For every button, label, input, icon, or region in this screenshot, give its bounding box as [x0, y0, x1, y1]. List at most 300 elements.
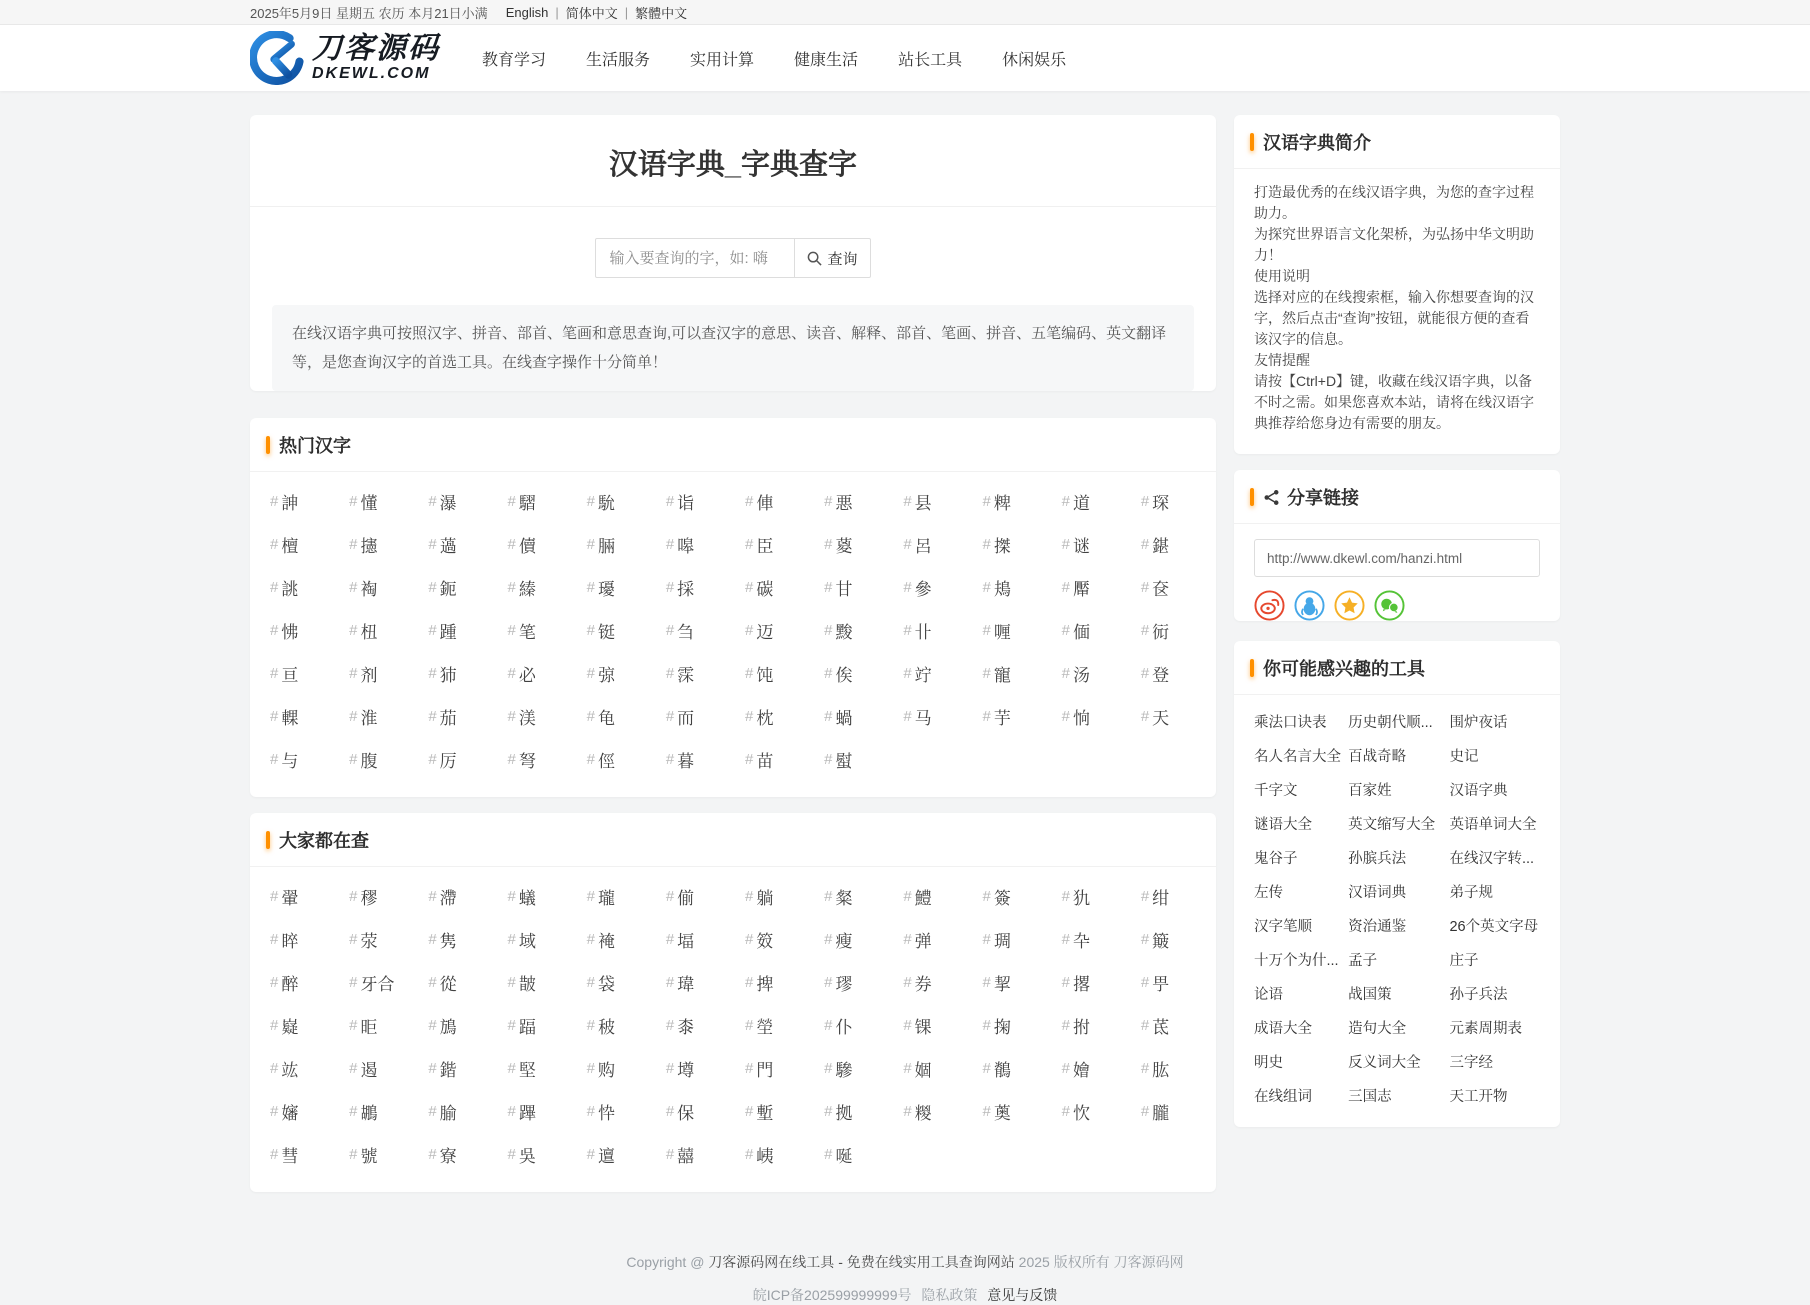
nav-item[interactable]: 健康生活	[794, 51, 859, 69]
hanzi-link[interactable]	[891, 652, 970, 695]
hanzi-char: 悪	[835, 494, 853, 513]
hanzi-char: 睟	[281, 932, 299, 951]
hanzi-link[interactable]	[495, 875, 574, 918]
hash-prefix: #	[1061, 493, 1070, 510]
tool-link[interactable]: 鬼谷子	[1254, 850, 1298, 867]
tool-link[interactable]: 百战奇略	[1348, 748, 1407, 765]
hanzi-link[interactable]	[495, 652, 574, 695]
hanzi-link[interactable]	[416, 1133, 495, 1176]
search-button[interactable]	[794, 238, 870, 278]
tool-link[interactable]: 谜语大全	[1254, 816, 1312, 833]
hanzi-link[interactable]	[495, 566, 574, 609]
hanzi-char: 鶺	[993, 1061, 1011, 1080]
tool-link[interactable]: 战国策	[1348, 986, 1392, 1003]
hash-prefix: #	[903, 888, 912, 905]
hash-prefix: #	[270, 1060, 279, 1077]
share-url-input[interactable]	[1254, 539, 1540, 577]
tool-link[interactable]: 三字经	[1449, 1054, 1493, 1071]
search-icon	[807, 251, 822, 266]
hanzi-link[interactable]	[812, 652, 891, 695]
tool-link[interactable]: 孙膑兵法	[1348, 850, 1407, 867]
hanzi-link[interactable]	[495, 1047, 574, 1090]
hanzi-link[interactable]	[495, 738, 574, 781]
hanzi-char: 螱	[835, 752, 853, 771]
hanzi-link[interactable]	[654, 480, 733, 523]
hanzi-char: 拠	[835, 1104, 853, 1123]
hanzi-link[interactable]	[733, 918, 812, 961]
hash-prefix: #	[665, 751, 675, 768]
tool-link[interactable]: 天工开物	[1449, 1088, 1508, 1105]
hanzi-char: 荥	[360, 932, 378, 951]
hanzi-link[interactable]	[733, 652, 812, 695]
hanzi-link[interactable]	[654, 1047, 733, 1090]
hanzi-link[interactable]	[337, 1133, 416, 1176]
tool-link[interactable]: 围炉夜话	[1449, 714, 1508, 731]
tool-link[interactable]: 元素周期表	[1449, 1020, 1522, 1037]
nav-item[interactable]: 实用计算	[690, 51, 755, 69]
hanzi-link[interactable]	[416, 652, 495, 695]
tool-link[interactable]: 弟子规	[1449, 884, 1493, 901]
hanzi-char: 檀	[281, 537, 299, 556]
hanzi-link[interactable]	[1050, 652, 1129, 695]
hanzi-link[interactable]	[258, 566, 337, 609]
language-link[interactable]: 繁體中文	[635, 5, 688, 21]
hanzi-link[interactable]	[575, 1133, 654, 1176]
weibo-share-icon[interactable]	[1254, 590, 1285, 621]
hash-prefix: #	[507, 536, 516, 553]
hanzi-link[interactable]	[654, 875, 733, 918]
hanzi-link[interactable]	[575, 1090, 654, 1133]
hanzi-link[interactable]	[575, 738, 654, 781]
hash-prefix: #	[982, 665, 991, 682]
hanzi-link[interactable]	[495, 609, 574, 652]
hanzi-link[interactable]	[337, 566, 416, 609]
top-bar	[0, 0, 1810, 25]
hanzi-link[interactable]	[258, 1004, 337, 1047]
hash-prefix: #	[428, 1017, 437, 1034]
hanzi-link[interactable]	[891, 918, 970, 961]
hanzi-char: 枕	[756, 709, 774, 728]
hanzi-link[interactable]	[654, 566, 733, 609]
hanzi-link[interactable]	[891, 1090, 970, 1133]
hash-prefix: #	[349, 888, 358, 905]
hash-prefix: #	[507, 1060, 516, 1077]
hanzi-link[interactable]	[337, 523, 416, 566]
hanzi-link[interactable]	[575, 609, 654, 652]
tool-link[interactable]: 三国志	[1348, 1088, 1392, 1105]
hanzi-char: 仆	[835, 1018, 853, 1037]
tool-link[interactable]: 千字文	[1254, 782, 1298, 799]
hanzi-link[interactable]	[1129, 961, 1208, 1004]
hanzi-char: 裪	[360, 580, 378, 599]
hanzi-link[interactable]	[1129, 652, 1208, 695]
hanzi-link[interactable]	[416, 1004, 495, 1047]
hanzi-char: 脼	[598, 537, 615, 556]
tool-link[interactable]: 左传	[1254, 884, 1283, 901]
hanzi-link[interactable]	[733, 609, 812, 652]
hanzi-link[interactable]	[654, 1090, 733, 1133]
hanzi-link[interactable]	[1050, 1090, 1129, 1133]
hanzi-link[interactable]	[575, 1004, 654, 1047]
hanzi-link[interactable]	[654, 523, 733, 566]
hanzi-link[interactable]	[1129, 875, 1208, 918]
hanzi-char: 璆	[835, 975, 853, 994]
hash-prefix: #	[824, 579, 833, 596]
nav-item[interactable]: 教育学习	[482, 51, 547, 69]
hanzi-link[interactable]	[575, 652, 654, 695]
hanzi-link[interactable]	[812, 738, 891, 781]
hanzi-char: 驂	[835, 1061, 853, 1080]
hanzi-link[interactable]	[337, 480, 416, 523]
hash-prefix: #	[1061, 888, 1070, 905]
hanzi-char: 渼	[518, 709, 536, 728]
hanzi-link[interactable]	[575, 918, 654, 961]
hanzi-link[interactable]	[1050, 566, 1129, 609]
hanzi-char: 翬	[281, 889, 299, 908]
hanzi-char: 登	[1152, 666, 1170, 685]
logo-title: 刀客源码	[312, 31, 440, 65]
hanzi-link[interactable]	[258, 738, 337, 781]
hanzi-link[interactable]	[733, 1004, 812, 1047]
hanzi-char: 懂	[360, 494, 378, 513]
tool-link[interactable]: 英文缩写大全	[1348, 816, 1436, 833]
hanzi-link[interactable]	[1050, 961, 1129, 1004]
hanzi-link[interactable]	[1050, 918, 1129, 961]
hanzi-link[interactable]	[733, 480, 812, 523]
hanzi-link[interactable]	[337, 918, 416, 961]
hash-prefix: #	[1061, 536, 1070, 553]
tool-link[interactable]: 名人名言大全	[1254, 748, 1341, 765]
hanzi-char: 隽	[439, 932, 457, 951]
hanzi-link[interactable]	[258, 1133, 337, 1176]
tool-link[interactable]: 庄子	[1449, 952, 1479, 969]
hanzi-link[interactable]	[733, 875, 812, 918]
tool-link[interactable]: 论语	[1254, 986, 1283, 1003]
hanzi-link[interactable]	[654, 918, 733, 961]
hanzi-link[interactable]	[812, 609, 891, 652]
hanzi-link[interactable]	[1050, 480, 1129, 523]
hanzi-link[interactable]	[575, 523, 654, 566]
hanzi-link[interactable]	[812, 1047, 891, 1090]
hash-prefix: #	[507, 888, 516, 905]
hash-prefix: #	[270, 888, 279, 905]
hanzi-link[interactable]	[812, 918, 891, 961]
hash-prefix: #	[744, 1017, 754, 1034]
hanzi-link[interactable]	[654, 609, 733, 652]
hanzi-char: 峓	[756, 1147, 774, 1166]
hanzi-link[interactable]	[416, 695, 495, 738]
hanzi-link[interactable]	[812, 1133, 891, 1176]
main-column	[250, 115, 1216, 1208]
hanzi-link[interactable]	[1129, 566, 1208, 609]
hanzi-link[interactable]	[654, 738, 733, 781]
hanzi-link[interactable]	[416, 875, 495, 918]
hanzi-link[interactable]	[575, 695, 654, 738]
hanzi-link[interactable]	[891, 480, 970, 523]
tool-link[interactable]: 在线组词	[1254, 1088, 1312, 1105]
hanzi-link[interactable]	[1050, 1047, 1129, 1090]
tool-link[interactable]: 孙子兵法	[1449, 986, 1508, 1003]
hash-prefix: #	[1140, 708, 1150, 725]
hanzi-link[interactable]	[1129, 695, 1208, 738]
hanzi-char: 鴋	[439, 1018, 457, 1037]
hanzi-link[interactable]	[258, 652, 337, 695]
hash-prefix: #	[665, 622, 675, 639]
hanzi-link[interactable]	[891, 523, 970, 566]
hanzi-link[interactable]	[258, 609, 337, 652]
hash-prefix: #	[428, 708, 437, 725]
hanzi-link[interactable]	[495, 1090, 574, 1133]
hanzi-link[interactable]	[337, 652, 416, 695]
hanzi-link[interactable]	[495, 961, 574, 1004]
hash-prefix: #	[1140, 622, 1150, 639]
tool-link[interactable]: 造句大全	[1348, 1020, 1407, 1037]
hanzi-link[interactable]	[1129, 609, 1208, 652]
hash-prefix: #	[1140, 974, 1150, 991]
hanzi-char: 鍇	[439, 1061, 457, 1080]
hanzi-link[interactable]	[1050, 695, 1129, 738]
hanzi-link[interactable]	[891, 609, 970, 652]
tool-link[interactable]: 明史	[1254, 1054, 1283, 1071]
hanzi-link[interactable]	[337, 738, 416, 781]
dictionary-card	[250, 115, 1216, 391]
hanzi-link[interactable]	[495, 918, 574, 961]
hanzi-link[interactable]	[812, 566, 891, 609]
hash-prefix: #	[824, 888, 833, 905]
hanzi-link[interactable]	[812, 961, 891, 1004]
hanzi-link[interactable]	[891, 1004, 970, 1047]
hanzi-char: 瓇	[598, 580, 615, 599]
language-link[interactable]: English	[505, 4, 549, 20]
hanzi-link[interactable]	[1129, 918, 1208, 961]
hanzi-link[interactable]	[970, 1090, 1049, 1133]
hanzi-link[interactable]	[733, 1047, 812, 1090]
hanzi-link[interactable]	[337, 875, 416, 918]
hanzi-link[interactable]	[733, 523, 812, 566]
tool-link[interactable]: 汉语词典	[1348, 884, 1407, 901]
hanzi-char: 鱧	[914, 889, 932, 908]
hanzi-link[interactable]	[1129, 1047, 1208, 1090]
hanzi-link[interactable]	[1129, 523, 1208, 566]
hanzi-link[interactable]	[416, 480, 495, 523]
hanzi-link[interactable]	[891, 1047, 970, 1090]
hanzi-link[interactable]	[337, 695, 416, 738]
hanzi-link[interactable]	[1050, 523, 1129, 566]
hash-prefix: #	[665, 1146, 675, 1163]
tool-link[interactable]: 成语大全	[1254, 1020, 1312, 1037]
hanzi-link[interactable]	[416, 1047, 495, 1090]
hanzi-char: 域	[518, 932, 536, 951]
tool-link[interactable]: 26个英文字母	[1449, 918, 1539, 935]
hanzi-link[interactable]	[416, 918, 495, 961]
hanzi-char: 攇	[360, 537, 378, 556]
tool-link[interactable]: 资治通鉴	[1348, 918, 1407, 935]
hanzi-char: 锞	[914, 1018, 932, 1037]
hanzi-link[interactable]	[733, 961, 812, 1004]
hanzi-link[interactable]	[416, 523, 495, 566]
hanzi-link[interactable]	[416, 609, 495, 652]
hanzi-link[interactable]	[575, 961, 654, 1004]
hanzi-link[interactable]	[970, 695, 1049, 738]
hanzi-link[interactable]	[495, 695, 574, 738]
hanzi-link[interactable]	[970, 609, 1049, 652]
hanzi-link[interactable]	[812, 695, 891, 738]
tool-link[interactable]: 汉字笔顺	[1254, 918, 1312, 935]
hash-prefix: #	[665, 493, 675, 510]
hanzi-link[interactable]	[258, 695, 337, 738]
tool-link[interactable]: 乘法口诀表	[1254, 714, 1327, 731]
hanzi-link[interactable]	[1050, 1004, 1129, 1047]
hanzi-link[interactable]	[812, 1004, 891, 1047]
hanzi-link[interactable]	[575, 875, 654, 918]
hanzi-link[interactable]	[970, 918, 1049, 961]
hash-prefix: #	[903, 1017, 912, 1034]
hanzi-link[interactable]	[416, 738, 495, 781]
hanzi-link[interactable]	[575, 480, 654, 523]
hanzi-link[interactable]	[258, 480, 337, 523]
hash-prefix: #	[744, 1060, 754, 1077]
hanzi-link[interactable]	[654, 961, 733, 1004]
hanzi-link[interactable]	[495, 480, 574, 523]
hash-prefix: #	[349, 1060, 358, 1077]
hanzi-link[interactable]	[970, 875, 1049, 918]
hanzi-link[interactable]	[495, 1133, 574, 1176]
hanzi-char: 簽	[993, 889, 1011, 908]
hash-prefix: #	[824, 1060, 833, 1077]
hash-prefix: #	[428, 579, 437, 596]
hanzi-link[interactable]	[970, 1047, 1049, 1090]
hanzi-link[interactable]	[654, 1133, 733, 1176]
hanzi-link[interactable]	[1050, 875, 1129, 918]
tool-link[interactable]: 反义词大全	[1348, 1054, 1421, 1071]
hanzi-link[interactable]	[970, 480, 1049, 523]
hanzi-link[interactable]	[337, 1090, 416, 1133]
nav-item[interactable]: 站长工具	[898, 51, 963, 69]
hanzi-link[interactable]	[258, 1047, 337, 1090]
hanzi-link[interactable]	[575, 1047, 654, 1090]
hanzi-link[interactable]	[495, 1004, 574, 1047]
hash-prefix: #	[665, 708, 675, 725]
hanzi-char: 塋	[756, 1018, 774, 1037]
hanzi-char: 掬	[993, 1018, 1011, 1037]
hash-prefix: #	[349, 622, 358, 639]
tool-link[interactable]: 历史朝代顺...	[1348, 714, 1433, 731]
hanzi-link[interactable]	[258, 523, 337, 566]
hanzi-char: 粲	[835, 889, 853, 908]
hanzi-link[interactable]	[970, 1004, 1049, 1047]
hanzi-char: 婟	[914, 1061, 932, 1080]
hanzi-link[interactable]	[891, 875, 970, 918]
hanzi-link[interactable]	[1129, 480, 1208, 523]
hanzi-link[interactable]	[733, 695, 812, 738]
hanzi-link[interactable]	[654, 695, 733, 738]
hanzi-char: 薁	[993, 1104, 1011, 1123]
hash-prefix: #	[665, 931, 675, 948]
hash-prefix: #	[903, 493, 912, 510]
tool-link[interactable]: 汉语字典	[1449, 782, 1508, 799]
hanzi-link[interactable]	[416, 1090, 495, 1133]
hanzi-link[interactable]	[654, 652, 733, 695]
hash-prefix: #	[586, 931, 595, 948]
site-logo[interactable]	[250, 31, 440, 85]
tool-link[interactable]: 史记	[1449, 748, 1479, 765]
hanzi-link[interactable]	[891, 695, 970, 738]
hanzi-link[interactable]	[733, 1090, 812, 1133]
hanzi-link[interactable]	[733, 1133, 812, 1176]
tool-link[interactable]: 十万个为什...	[1254, 952, 1339, 969]
qzone-share-icon[interactable]	[1334, 590, 1365, 621]
hanzi-link[interactable]	[970, 652, 1049, 695]
hanzi-link[interactable]	[1129, 1004, 1208, 1047]
hanzi-link[interactable]	[812, 480, 891, 523]
hanzi-link[interactable]	[337, 1047, 416, 1090]
qq-share-icon[interactable]	[1294, 590, 1325, 621]
hanzi-link[interactable]	[258, 875, 337, 918]
hanzi-link[interactable]	[733, 566, 812, 609]
hanzi-link[interactable]	[258, 918, 337, 961]
about-line: 打造最优秀的在线汉语字典，为您的查字过程助力。	[1254, 184, 1534, 221]
hanzi-link[interactable]	[812, 875, 891, 918]
hash-prefix: #	[982, 888, 991, 905]
hanzi-link[interactable]	[733, 738, 812, 781]
hash-prefix: #	[1140, 665, 1150, 682]
hanzi-link[interactable]	[970, 566, 1049, 609]
tool-link[interactable]: 英语单词大全	[1449, 816, 1537, 833]
hanzi-char: 甘	[835, 580, 853, 599]
tool-link[interactable]: 百家姓	[1348, 782, 1392, 799]
hanzi-link[interactable]	[416, 961, 495, 1004]
nav-item[interactable]: 生活服务	[586, 51, 651, 69]
hanzi-char: 苗	[756, 752, 774, 771]
feedback-link[interactable]: 意见与反馈	[987, 1287, 1058, 1303]
hanzi-link[interactable]	[891, 961, 970, 1004]
hanzi-link[interactable]	[337, 961, 416, 1004]
hanzi-link[interactable]	[970, 961, 1049, 1004]
hanzi-link[interactable]	[258, 961, 337, 1004]
tool-link[interactable]: 在线汉字转...	[1449, 850, 1535, 867]
hanzi-char: 鈪	[439, 580, 457, 599]
hanzi-link[interactable]	[495, 523, 574, 566]
hanzi-link[interactable]	[812, 523, 891, 566]
search-input[interactable]	[595, 238, 795, 278]
hanzi-link[interactable]	[1129, 1090, 1208, 1133]
main-nav	[482, 47, 1066, 70]
hash-prefix: #	[824, 1146, 833, 1163]
hash-prefix: #	[824, 536, 833, 553]
hanzi-char: 怫	[281, 623, 299, 642]
wechat-share-icon[interactable]	[1374, 590, 1405, 621]
hanzi-link[interactable]	[812, 1090, 891, 1133]
hanzi-link[interactable]	[575, 566, 654, 609]
hanzi-link[interactable]	[654, 1004, 733, 1047]
hanzi-link[interactable]	[258, 1090, 337, 1133]
about-line: 请按【Ctrl+D】键，收藏在线汉语字典，以备不时之需。如果您喜欢本站，请将在线汉语字典推荐给您身边有需要的朋友。	[1254, 373, 1534, 431]
hanzi-link[interactable]	[891, 566, 970, 609]
hash-prefix: #	[428, 888, 437, 905]
nav-item[interactable]: 休闲娱乐	[1002, 51, 1067, 69]
hanzi-link[interactable]	[1050, 609, 1129, 652]
hash-prefix: #	[665, 1103, 675, 1120]
tool-link[interactable]: 孟子	[1348, 952, 1378, 969]
hanzi-link[interactable]	[970, 523, 1049, 566]
hanzi-char: 绀	[1152, 889, 1170, 908]
privacy-policy-link[interactable]: 隐私政策	[921, 1287, 978, 1303]
hanzi-link[interactable]	[337, 609, 416, 652]
hanzi-link[interactable]	[416, 566, 495, 609]
hash-prefix: #	[507, 1103, 516, 1120]
hanzi-link[interactable]	[337, 1004, 416, 1047]
language-link[interactable]: 简体中文	[565, 5, 618, 21]
